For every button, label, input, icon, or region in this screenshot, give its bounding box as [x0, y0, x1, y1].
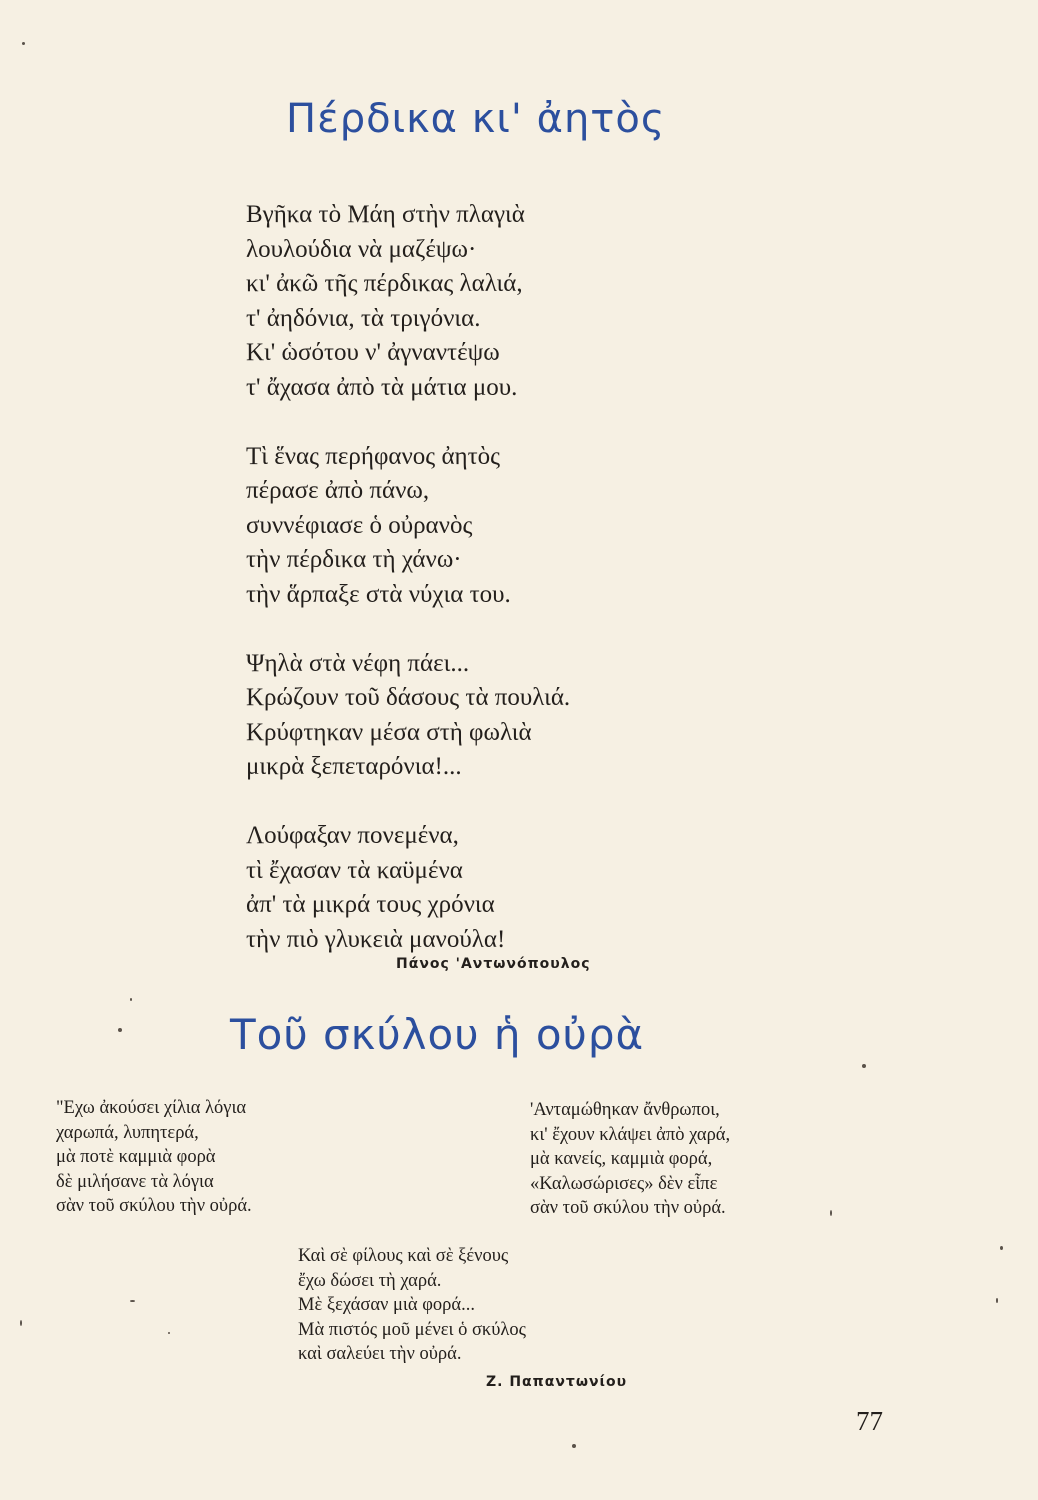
poem-line: κι' ἀκῶ τῆς πέρδικας λαλιά, — [246, 270, 523, 298]
print-speck — [168, 1332, 170, 1334]
poem-line: χαρωπά, λυπητερά, — [56, 1122, 199, 1143]
print-speck — [118, 1028, 122, 1032]
author-papantoniou: Ζ. Παπαντωνίου — [486, 1374, 628, 1390]
print-speck — [130, 998, 132, 1001]
print-speck — [862, 1064, 866, 1068]
poem-line: συννέφιασε ὁ οὐρανὸς — [246, 511, 473, 539]
stanza-4 — [246, 819, 766, 957]
poem-line: τὶ ἔχασαν τὰ καϋμένα — [246, 856, 463, 884]
print-speck — [572, 1444, 576, 1448]
print-speck — [1000, 1246, 1003, 1250]
poem-line: ἔχω δώσει τὴ χαρά. — [298, 1270, 442, 1291]
poem-line: Κρύφτηκαν μέσα στὴ φωλιὰ — [246, 718, 532, 746]
poem-line: Μὰ πιστός μοῦ μένει ὁ σκύλος — [298, 1319, 526, 1340]
poem-line: πέρασε ἀπὸ πάνω, — [246, 477, 430, 505]
page-number: 77 — [856, 1406, 883, 1436]
poem-line: καὶ σαλεύει τὴν οὐρά. — [298, 1344, 462, 1364]
print-speck — [830, 1210, 832, 1216]
poem-line: Καὶ σὲ φίλους καὶ σὲ ξένους — [298, 1246, 509, 1266]
stanza-3 — [246, 647, 766, 785]
author-antonopoulos: Πάνος 'Αντωνόπουλος — [396, 956, 591, 972]
poem-line: σὰν τοῦ σκύλου τὴν οὐρά. — [56, 1196, 252, 1216]
poem-line: τὴν πιὸ γλυκειὰ μανούλα! — [246, 925, 506, 953]
poem-line: 'Ανταμώθηκαν ἄνθρωποι, — [530, 1100, 720, 1120]
poem-line: τὴν πέρδικα τὴ χάνω· — [246, 546, 462, 574]
stanza-center — [298, 1244, 526, 1367]
poem-line: Βγῆκα τὸ Μάη στὴν πλαγιὰ — [246, 201, 525, 228]
poem-line: λουλούδια νὰ μαζέψω· — [246, 235, 477, 263]
poem-line: «Καλωσώρισες» δὲν εἶπε — [530, 1173, 718, 1194]
poem-line: τ' ἀηδόνια, τὰ τριγόνια. — [246, 304, 481, 332]
poem-line: κι' ἔχουν κλάψει ἀπὸ χαρά, — [530, 1124, 731, 1145]
poem-line: σὰν τοῦ σκύλου τὴν οὐρά. — [530, 1198, 726, 1218]
stanza-right — [530, 1098, 730, 1221]
poem-line: Μὲ ξεχάσαν μιὰ φορά... — [298, 1295, 475, 1315]
poem-line: μικρὰ ξεπεταρόνια!... — [246, 753, 462, 781]
print-speck — [20, 1320, 22, 1326]
poem-line: τὴν ἅρπαξε στὰ νύχια του. — [246, 580, 511, 608]
poem-line: ἀπ' τὰ μικρά τους χρόνια — [246, 891, 495, 919]
poem-line: Τὶ ἕνας περήφανος ἀητὸς — [246, 442, 501, 470]
poem-body-perdika — [246, 198, 766, 991]
poem-line: δὲ μιλήσανε τὰ λόγια — [56, 1171, 214, 1192]
poem-line: μὰ ποτὲ καμμιὰ φορὰ — [56, 1147, 216, 1167]
poem-line: Κι' ὡσότου ν' ἀγναντέψω — [246, 339, 500, 367]
poem-line: μὰ κανείς, καμμιὰ φορά, — [530, 1149, 713, 1169]
print-speck — [130, 1300, 135, 1302]
poem-line: τ' ἄχασα ἀπὸ τὰ μάτια μου. — [246, 373, 518, 401]
stanza-left — [56, 1096, 252, 1219]
poem-line: Ψηλὰ στὰ νέφη πάει... — [246, 649, 470, 677]
print-speck — [996, 1298, 998, 1303]
poem-line: "Εχω ἀκούσει χίλια λόγια — [56, 1098, 247, 1118]
poem-line: Λούφαξαν πονεμένα, — [246, 821, 459, 849]
stanza-1 — [246, 198, 766, 406]
print-speck — [22, 42, 25, 45]
poem-title-skylou: Τοῦ σκύλου ἡ οὐρὰ — [230, 1010, 645, 1059]
poem-title-perdika: Πέρδικα κι' ἀητὸς — [286, 96, 666, 142]
stanza-2 — [246, 440, 766, 613]
poem-line: Κρώζουν τοῦ δάσους τὰ πουλιά. — [246, 684, 571, 712]
